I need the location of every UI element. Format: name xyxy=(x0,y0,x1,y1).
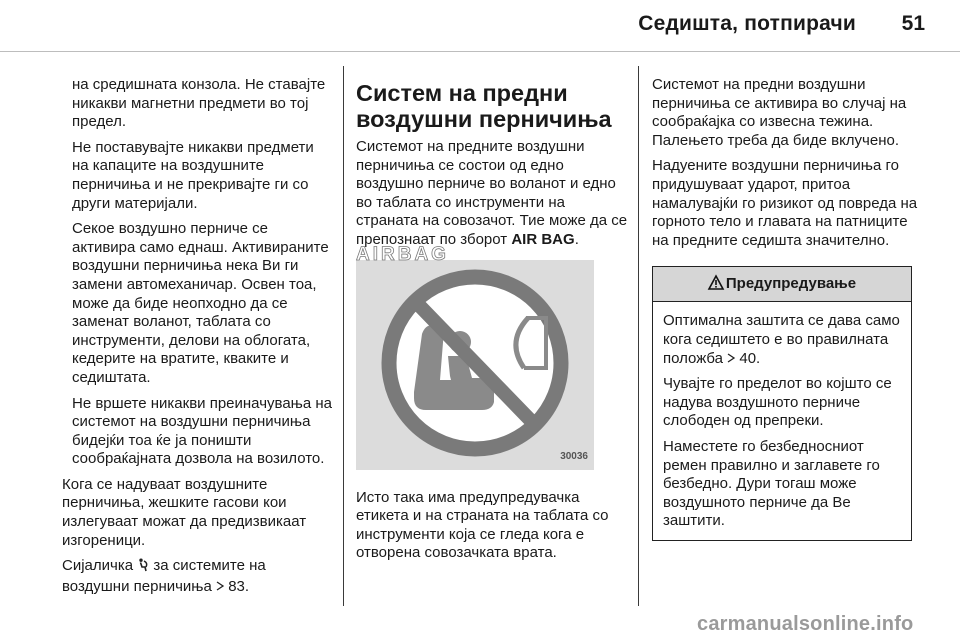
text: . xyxy=(574,230,579,248)
paragraph: на средишната конзола. Не ставајте никакви магнетни предмети во тој предел. xyxy=(72,76,326,131)
paragraph: Исто така има предупредувачка етикета и на страната на таблата со инструменти која се гледа кога е отворена совозачката врата. xyxy=(356,488,609,562)
section-heading: Систем на предни воздушни перничиња xyxy=(356,80,612,132)
page-number: 51 xyxy=(901,12,925,35)
warning-body xyxy=(653,302,911,540)
paragraph xyxy=(663,312,901,368)
warning-box xyxy=(652,266,912,541)
airbag-warning-figure xyxy=(356,243,594,470)
paragraph: Наместете го безбедносниот ремен правилно и заглавете го безбедно. Дури тогаш може воздушното перниче да Ве заштити. xyxy=(663,437,880,530)
paragraph: Кога се надуваат воздушните перничиња, жешките гасови кои излегуваат можат да предизвикаат изгореници. xyxy=(62,475,307,549)
paragraph: Системот на предни воздушни перничиња се активира во случај на сообраќајка со извесна тежина. Палењето треба да биде вклучено. xyxy=(652,76,907,149)
airbag-label: AIR BAG xyxy=(511,230,575,248)
paragraph: Секое воздушно перниче се активира само еднаш. Активираните воздушни перничиња нека Ви ги замени автомеханичар. Освен тоа, може да биде неопходно да се заменат воланот, таблата со инструменти, делови на облогата, кедерите на вратите, кваките и седиштата. xyxy=(72,220,329,386)
column-divider xyxy=(343,66,344,606)
paragraph xyxy=(356,138,628,250)
page-reference: 40. xyxy=(739,349,761,367)
watermark: carmanualsonline.info xyxy=(697,613,914,635)
header-divider xyxy=(0,51,960,52)
prohibited-child-seat-icon xyxy=(356,243,594,470)
right-column xyxy=(652,76,920,541)
text: Сијаличка xyxy=(62,557,134,575)
figure-label: AIRBAG xyxy=(356,243,449,265)
left-column xyxy=(62,76,334,603)
paragraph xyxy=(62,557,334,596)
paragraph: Не вршете никакви преиначувања на системот на воздушни перничиња бидејќи тоа ќе ја поништи сообраќајната дозвола на возилото. xyxy=(72,394,332,468)
text: Системот на предните воздушни перничиња се состои од едно воздушно перниче во воланот и едно во таблата со инструменти на страната на совозачот. Тие може да се препознаат по зборот xyxy=(356,138,628,248)
reference-arrow-icon xyxy=(727,350,739,367)
reference-arrow-icon xyxy=(216,578,228,595)
warning-triangle-icon xyxy=(708,269,724,303)
page-title: Седишта, потпирачи xyxy=(638,12,856,35)
paragraph: Надуените воздушни перничиња го придушуваат ударот, притоа намалувајќи го ризикот од повреда на горното тело и главата на патниците на предните седишта значително. xyxy=(652,157,918,249)
middle-column xyxy=(356,80,628,570)
paragraph: Чувајте го пределот во којшто се надува воздушното перниче слободен од препреки. xyxy=(663,375,892,430)
column-divider xyxy=(638,66,639,606)
airbag-warning-icon xyxy=(137,558,149,578)
warning-header xyxy=(653,267,911,302)
figure-number: 30036 xyxy=(560,450,588,462)
text: за системите на воздушни перничиња xyxy=(62,557,266,595)
warning-title: Предупредување xyxy=(725,275,857,293)
page-reference: 83. xyxy=(228,577,250,595)
text: Оптимална заштита се дава само кога седиштето е во правилната положба xyxy=(663,312,900,367)
paragraph: Не поставувајте никакви предмети на капаците на воздушните перничиња и не прекривајте ги со други материјали. xyxy=(72,138,314,212)
